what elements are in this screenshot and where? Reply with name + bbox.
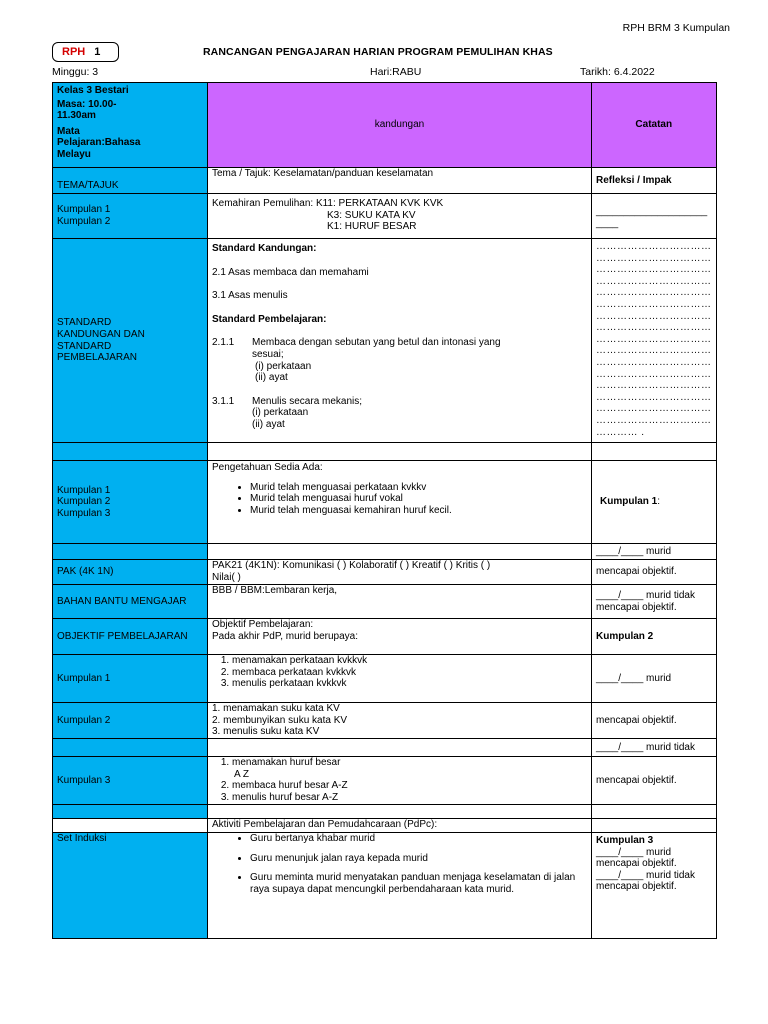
kemahiran-line-1: Kemahiran Pemulihan: K11: PERKATAAN KVK KVK xyxy=(212,198,444,209)
catatan-header: Catatan xyxy=(592,83,717,168)
list-item: • Guru bertanya khabar murid xyxy=(250,833,587,845)
standard-label-2: KANDUNGAN DAN xyxy=(57,328,145,340)
list-item: 2. membunyikan suku kata KV xyxy=(212,714,348,726)
objektif-text: Objektif Pembelajaran: Pada akhir PdP, murid berupaya: xyxy=(208,619,592,655)
pak-row xyxy=(53,560,717,585)
set-induksi-list xyxy=(212,833,587,895)
list-item: 3. menulis huruf besar A-Z xyxy=(232,792,587,804)
pak-label: PAK (4K 1N) xyxy=(53,560,208,585)
sedia-ada-groups xyxy=(53,461,208,544)
list-item: 1. menamakan perkataan kvkkvk xyxy=(232,655,587,667)
set-induksi-note: Kumpulan 3 ____/____ murid mencapai objektif. ____/____ murid tidak mencapai objektif. xyxy=(592,833,717,939)
bbm-label: BAHAN BANTU MENGAJAR xyxy=(53,585,208,619)
kemahiran-note xyxy=(592,194,717,239)
kumpulan-1-note: ____/____ murid xyxy=(592,655,717,703)
standard-label-3: STANDARD xyxy=(57,340,112,352)
standard-content xyxy=(208,239,592,443)
list-item: 3. menulis suku kata KV xyxy=(212,726,320,738)
document-title: RANCANGAN PENGAJARAN HARIAN PROGRAM PEMULIHAN KHAS xyxy=(203,46,553,58)
sp-item-1: 2.1.1 Membaca dengan sebutan yang betul dan intonasi yang sesuai; (i) perkataan (ii) ayat xyxy=(212,337,501,384)
murid-row-2 xyxy=(53,739,717,757)
tema-label: TEMA/TAJUK xyxy=(53,168,208,194)
dotted-notes: …………………………… …………………………… …………………………… …………………………… …………………………… …………………………… …………………………… …………………………… …………………………… …………………………… …………………………… …………………………… …………………………… …………………………… …………………………… …………………………… ………… . xyxy=(592,239,717,443)
sedia-ada-title: Pengetahuan Sedia Ada: xyxy=(212,462,323,473)
sedia-ada-group-3: Kumpulan 3 xyxy=(57,507,111,519)
list-item: 2. membaca perkataan kvkkvk xyxy=(232,667,587,679)
sedia-ada-note: Kumpulan 1: xyxy=(592,461,717,544)
list-item: 2. membaca huruf besar A-Z xyxy=(232,780,587,792)
sedia-ada-group-2: Kumpulan 2 xyxy=(57,496,111,508)
sp-item-2: 3.1.1 Menulis secara mekanis; (i) perkataan (ii) ayat xyxy=(212,395,363,430)
kumpulan-2-label: Kumpulan 2 xyxy=(53,703,208,739)
refleksi-label: Refleksi / Impak xyxy=(592,168,717,194)
kemahiran-note-line-1: ____________________ xyxy=(596,206,708,217)
masa: Masa: 10.00- xyxy=(57,98,117,110)
kumpulan-2-objectives xyxy=(208,703,592,739)
sedia-ada-group-1: Kumpulan 1 xyxy=(57,484,111,496)
kumpulan-3-objectives xyxy=(208,757,592,805)
pak-note: mencapai objektif. xyxy=(592,560,717,585)
class-info-cell xyxy=(53,83,208,168)
set-induksi-row xyxy=(53,833,717,939)
bbm-text: BBB / BBM:Lembaran kerja, xyxy=(208,585,592,619)
page-header-label: RPH BRM 3 Kumpulan xyxy=(622,22,730,34)
murid-tidak-note: ____/____ murid tidak xyxy=(592,739,717,757)
standard-label xyxy=(53,239,208,443)
kumpulan-3-note: mencapai objektif. xyxy=(592,757,717,805)
kemahiran-line-3: K1: HURUF BESAR xyxy=(327,221,417,233)
list-item: • Murid telah menguasai huruf vokal xyxy=(250,493,587,505)
standard-row xyxy=(53,239,717,443)
kumpulan-3-row xyxy=(53,757,717,805)
kemahiran-group-2: Kumpulan 2 xyxy=(57,216,111,227)
sedia-ada-content xyxy=(208,461,592,544)
bbm-note: ____/____ murid tidak mencapai objektif. xyxy=(592,585,717,619)
sedia-ada-row xyxy=(53,461,717,544)
mata-pelajaran-3: Melayu xyxy=(57,148,91,160)
kumpulan-3-label: Kumpulan 3 xyxy=(53,757,208,805)
spacer-row xyxy=(53,805,717,819)
set-induksi-content xyxy=(208,833,592,939)
kemahiran-row xyxy=(53,194,717,239)
list-item: 1. menamakan suku kata KV xyxy=(212,703,340,714)
objektif-label: OBJEKTIF PEMBELAJARAN xyxy=(53,619,208,655)
kumpulan-2-row xyxy=(53,703,717,739)
tarikh: Tarikh: 6.4.2022 xyxy=(580,66,655,78)
kemahiran-group-1: Kumpulan 1 xyxy=(57,204,111,216)
hari: Hari:RABU xyxy=(370,66,422,78)
spacer-row xyxy=(53,443,717,461)
tema-text: Tema / Tajuk: Keselamatan/panduan keselamatan xyxy=(208,168,592,194)
standard-label-4: PEMBELAJARAN xyxy=(57,352,138,364)
lesson-plan-table xyxy=(52,82,717,939)
list-item: 3. menulis perkataan kvkkvk xyxy=(232,678,587,690)
kumpulan-1-objectives xyxy=(208,655,592,703)
list-item: • Murid telah menguasai kemahiran huruf kecil. xyxy=(250,505,587,517)
sedia-ada-list xyxy=(212,482,587,517)
sk-item-2: 3.1 Asas menulis xyxy=(212,290,288,302)
sk-item-1: 2.1 Asas membaca dan memahami xyxy=(212,266,369,278)
masa-2: 11.30am xyxy=(57,110,96,122)
table-header-row xyxy=(53,83,717,168)
list-item: • Guru menunjuk jalan raya kepada murid xyxy=(250,853,587,865)
rph-label: RPH xyxy=(62,46,86,58)
aktiviti-title-row xyxy=(53,819,717,833)
kumpulan-1-row xyxy=(53,655,717,703)
list-item: 1. menamakan huruf besar A Z xyxy=(232,757,587,780)
aktiviti-title: Aktiviti Pembelajaran dan Pemudahcaraan (PdPc): xyxy=(208,819,592,833)
kemahiran-groups xyxy=(53,194,208,239)
objektif-row xyxy=(53,619,717,655)
kumpulan-2-note: mencapai objektif. xyxy=(592,703,717,739)
bbm-row xyxy=(53,585,717,619)
kandungan-header: kandungan xyxy=(208,83,592,168)
minggu: Minggu: 3 xyxy=(52,66,99,78)
mata-pelajaran-2: Pelajaran:Bahasa xyxy=(57,137,141,149)
list-item: • Guru meminta murid menyatakan panduan menjaga keselamatan di jalan raya supaya dapat mencungkil perbendaharaan kata murid. xyxy=(250,872,587,895)
pak-text: PAK21 (4K1N): Komunikasi ( ) Kolaboratif ( ) Kreatif ( ) Kritis ( ) Nilai( ) xyxy=(208,560,592,585)
sk-title: Standard Kandungan: xyxy=(212,243,317,254)
kemahiran-text xyxy=(208,194,592,239)
objektif-note: Kumpulan 2 xyxy=(592,619,717,655)
kemahiran-note-line-2: ____ xyxy=(596,217,619,229)
mata-pelajaran: Mata xyxy=(57,125,80,137)
rph-badge xyxy=(52,42,119,62)
kumpulan-1-label: Kumpulan 1 xyxy=(53,655,208,703)
sp-title: Standard Pembelajaran: xyxy=(212,313,327,325)
tema-row xyxy=(53,168,717,194)
murid-note-1: ____/____ murid xyxy=(592,544,717,560)
rph-number: 1 xyxy=(94,46,101,58)
set-induksi-label: Set Induksi xyxy=(53,833,208,939)
standard-label-1: STANDARD xyxy=(57,317,112,329)
list-item: • Murid telah menguasai perkataan kvkkv xyxy=(250,482,587,494)
murid-row-1 xyxy=(53,544,717,560)
kelas: Kelas 3 Bestari xyxy=(57,85,129,96)
kemahiran-line-2: K3: SUKU KATA KV xyxy=(327,209,416,221)
